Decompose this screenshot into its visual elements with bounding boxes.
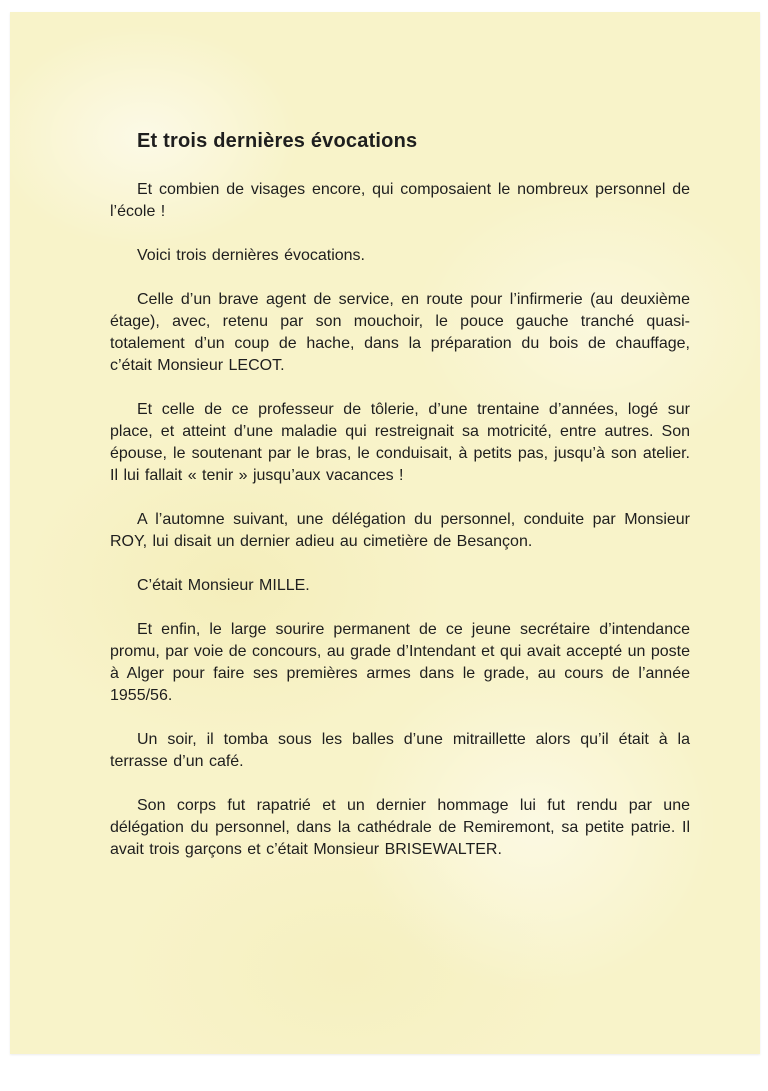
page-title: Et trois dernières évocations	[137, 130, 418, 152]
paragraph: Son corps fut rapatrié et un dernier hommage lui fut rendu par une délégation du personnel, dans la cathédrale de Remiremont, sa petite patrie. Il avait trois garçons et c’était Monsieur BRISEWALTER.	[110, 797, 690, 858]
paragraph: Et enfin, le large sourire permanent de ce jeune secrétaire d’intendance promu, par voie de concours, au grade d’Intendant et qui avait accepté un poste à Alger pour faire ses premières armes dans le grade, au cours de l’année 1955/56.	[110, 621, 690, 704]
scanned-page	[10, 12, 760, 1054]
paragraph: Voici trois dernières évocations.	[137, 247, 365, 264]
paragraph: Celle d’un brave agent de service, en route pour l’infirmerie (au deuxième étage), avec, retenu par son mouchoir, le pouce gauche tranché quasi-totalement d’un coup de hache, dans la préparation du bois de chauffage, c’était Monsieur LECOT.	[110, 291, 690, 374]
document-body	[110, 130, 690, 883]
paragraph: A l’automne suivant, une délégation du personnel, conduite par Monsieur ROY, lui disait un dernier adieu au cimetière de Besançon.	[110, 511, 690, 550]
paragraph: Et combien de visages encore, qui composaient le nombreux personnel de l’école !	[110, 181, 690, 220]
paragraph: Un soir, il tomba sous les balles d’une mitraillette alors qu’il était à la terrasse d’un café.	[110, 731, 690, 770]
paragraph: Et celle de ce professeur de tôlerie, d’une trentaine d’années, logé sur place, et atteint d’une maladie qui restreignait sa motricité, entre autres. Son épouse, le soutenant par le bras, le conduisait, à petits pas, jusqu’à son atelier. Il lui fallait « tenir » jusqu’aux vacances !	[110, 401, 690, 484]
paragraph: C’était Monsieur MILLE.	[137, 577, 310, 594]
